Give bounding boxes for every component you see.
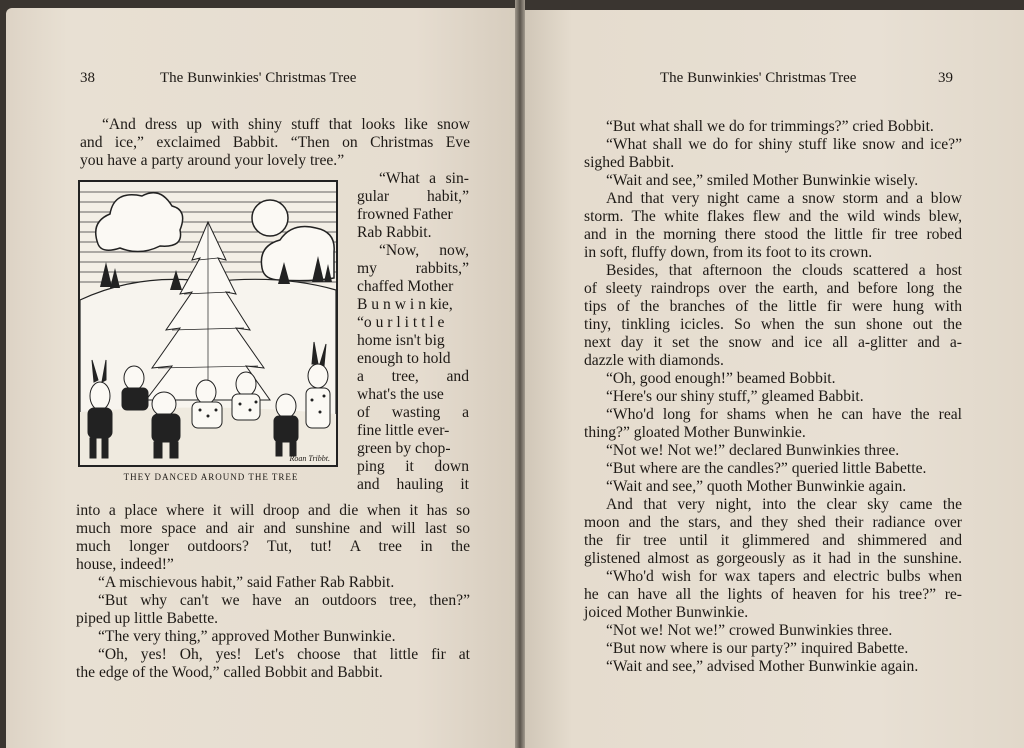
text-line: ping it down [357,458,469,475]
text-line: Rab Rabbit. [357,224,432,241]
text-line: “But where are the candles?” queried little Babette. [606,460,927,477]
text-line: “Wait and see,” smiled Mother Bunwinkie wisely. [606,172,919,189]
left-text-narrow [357,170,469,494]
text-line: he can have all the lights of heaven for his tree?” re- [584,586,962,603]
text-line: you have a party around your lovely tree.” [80,152,345,169]
text-line: moon and the stars, and they shed their radiance over [584,514,962,531]
text-line: glistened almost as gorgeously as it had in the sunshine. [584,550,962,567]
text-line: “And dress up with shiny stuff that looks like snow [102,116,470,133]
text-line: a tree, and [357,368,469,385]
text-line: “A mischievous habit,” said Father Rab Rabbit. [98,574,395,591]
left-text-bottom [76,502,470,682]
text-line: the fir tree until it glimmered and shimmered and [584,532,962,549]
text-line: thing?” gloated Mother Bunwinkie. [584,424,806,441]
text-line: house, indeed!” [76,556,174,573]
illustration-dance-around-tree [78,180,338,467]
text-line: tiny, tinkling icicles. So when the sun shone out the [584,316,962,333]
text-line: storm. The white flakes flew and the wild winds blew, [584,208,962,225]
text-line: “Not we! Not we!” crowed Bunwinkies three. [606,622,893,639]
left-running-title: The Bunwinkies' Christmas Tree [160,70,357,86]
text-line: “But why can't we have an outdoors tree, then?” [98,592,470,609]
illustration-caption: THEY DANCED AROUND THE TREE [123,472,299,482]
text-line: “o u r l i t t l e [357,314,445,331]
text-line: in soft, fluffy down, from its foot to its crown. [584,244,873,261]
text-line: frowned Father [357,206,453,223]
illustration-drawing [80,182,336,465]
right-text [584,118,962,676]
text-line: the edge of the Wood,” called Bobbit and Babbit. [76,664,383,681]
text-line: And that very night came a snow storm and a blow [606,190,962,207]
book-gutter [515,0,525,748]
text-line: into a place where it will droop and die when it has so [76,502,470,519]
left-page-number: 38 [80,70,95,86]
text-line: sighed Babbit. [584,154,675,171]
text-line: green by chop- [357,440,451,457]
text-line: home isn't big [357,332,445,349]
text-line: enough to hold [357,350,451,367]
text-line: of sleety raindrops over the earth, and before long the [584,280,962,297]
text-line: “Who'd long for shams when he can have the real [606,406,962,423]
text-line: “Here's our shiny stuff,” gleamed Babbit. [606,388,864,405]
right-running-title: The Bunwinkies' Christmas Tree [660,70,857,86]
text-line: what's the use [357,386,444,403]
text-line: And that very night, into the clear sky came the [606,496,962,513]
text-line: “The very thing,” approved Mother Bunwinkie. [98,628,396,645]
text-line: Besides, that afternoon the clouds scattered a host [606,262,962,279]
text-line: gular habit,” [357,188,469,205]
text-line: much longer outdoors? Tut, tut! A tree in the [76,538,470,555]
text-line: joiced Mother Bunwinkie. [584,604,749,621]
text-line: “But what shall we do for trimmings?” cried Bobbit. [606,118,934,135]
text-line: “What shall we do for shiny stuff like snow and ice?” [606,136,962,153]
text-line: fine little ever- [357,422,450,439]
text-line: and ice,” exclaimed Babbit. “Then on Christmas Eve [80,134,470,151]
text-line: chaffed Mother [357,278,454,295]
left-text-top [80,116,470,170]
text-line: “Wait and see,” advised Mother Bunwinkie again. [606,658,919,675]
text-line: piped up little Babette. [76,610,219,627]
text-line: dazzle with diamonds. [584,352,724,369]
text-line: and in the morning there stood the little fir tree robed [584,226,962,243]
text-line: “Now, now, [379,242,469,259]
text-line: much more space and air and sunshine and will last so [76,520,470,537]
text-line: of wasting a [357,404,469,421]
text-line: “What a sin- [379,170,469,187]
text-line: “Oh, yes! Oh, yes! Let's choose that little fir at [98,646,470,663]
text-line: B u n w i n kie, [357,296,453,313]
text-line: “Not we! Not we!” declared Bunwinkies three. [606,442,900,459]
text-line: “But now where is our party?” inquired Babette. [606,640,909,657]
text-line: “Wait and see,” quoth Mother Bunwinkie again. [606,478,907,495]
text-line: “Oh, good enough!” beamed Bobbit. [606,370,836,387]
text-line: next day it set the snow and ice all a-glitter and a- [584,334,962,351]
text-line: and hauling it [357,476,469,493]
text-line: tips of the branches of the little fir were hung with [584,298,962,315]
right-page-number: 39 [938,70,953,86]
text-line: “Who'd wish for wax tapers and electric bulbs when [606,568,962,585]
illustration-signature: Roan Tribbt. [289,454,330,463]
text-line: my rabbits,” [357,260,469,277]
